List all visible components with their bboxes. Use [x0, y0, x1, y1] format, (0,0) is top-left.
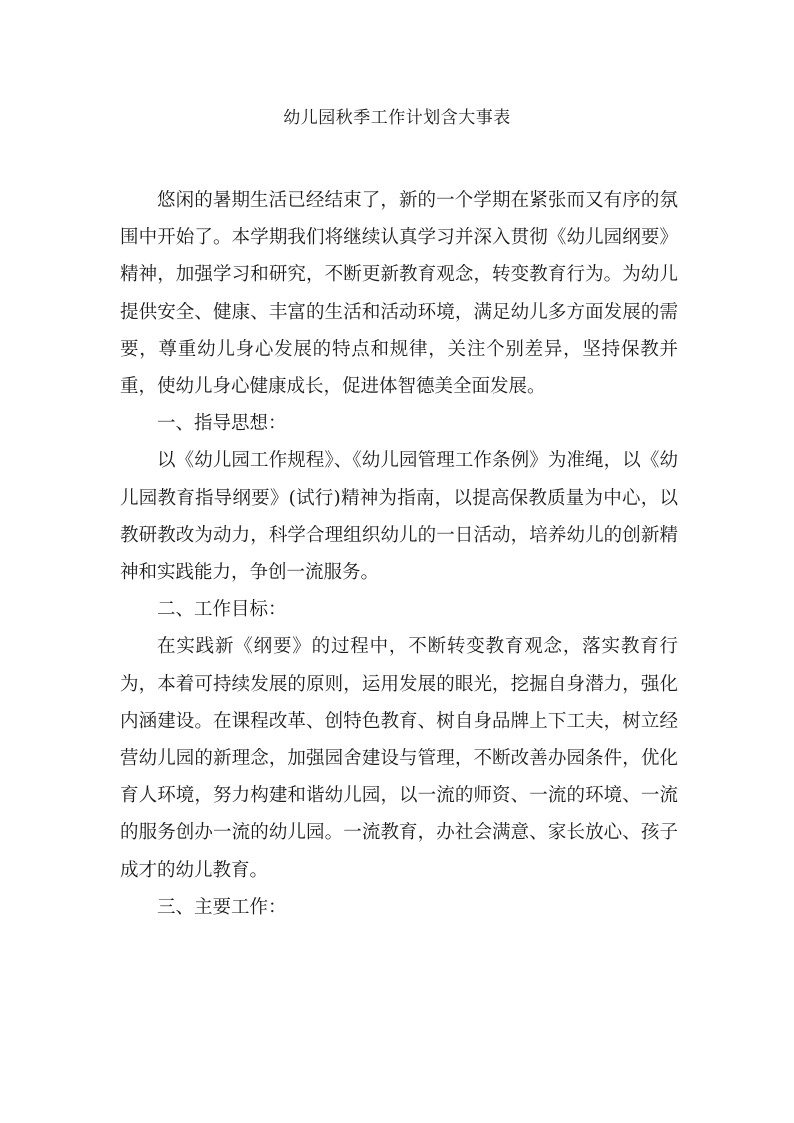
section-heading-work-goals: 二、工作目标： — [157, 599, 287, 621]
intro-paragraph: 悠闲的暑期生活已经结束了，新的一个学期在紧张而又有序的氛围中开始了。本学期我们将继续认真学习并深入贯彻《幼儿园纲要》精神，加强学习和研究，不断更新教育观念，转变教育行为。为幼儿提供安全、健康、丰富的生活和活动环境，满足幼儿多方面发展的需要，尊重幼儿身心发展的特点和规律，关注个别差异，坚持保教并重，使幼儿身心健康成长，促进体智德美全面发展。 — [120, 190, 678, 398]
document-title: 幼儿园秋季工作计划含大事表 — [283, 108, 511, 128]
guiding-thought-paragraph: 以《幼儿园工作规程》、《幼儿园管理工作条例》为准绳，以《幼儿园教育指导纲要》(试行)精神为指南，以提高保教质量为中心，以教研教改为动力，科学合理组织幼儿的一日活动，培养幼儿的创新精神和实践能力，争创一流服务。 — [120, 450, 678, 584]
document-body — [120, 182, 678, 926]
section-heading-guiding-thought: 一、指导思想： — [157, 413, 287, 435]
work-goals-paragraph: 在实践新《纲要》的过程中，不断转变教育观念，落实教育行为，本着可持续发展的原则，运用发展的眼光，挖掘自身潜力，强化内涵建设。在课程改革、创特色教育、树自身品牌上下工夫，树立经营幼儿园的新理念，加强园舍建设与管理，不断改善办园条件，优化育人环境，努力构建和谐幼儿园，以一流的师资、一流的环境、一流的服务创办一流的幼儿园。一流教育，办社会满意、家长放心、孩子成才的幼儿教育。 — [120, 636, 678, 881]
section-heading-main-work: 三、主要工作： — [157, 896, 287, 918]
